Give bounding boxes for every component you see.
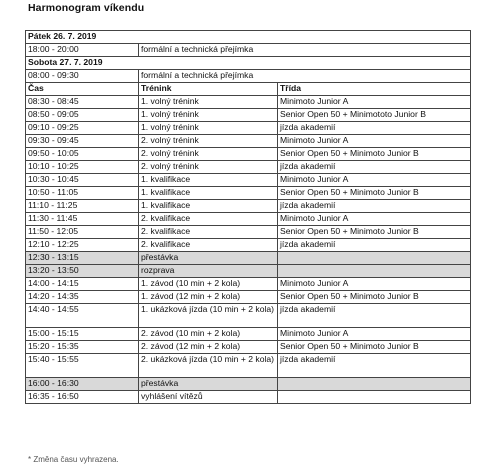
time-cell: 12:30 - 13:15 <box>26 252 139 265</box>
training-cell: 2. volný trénink <box>139 135 278 148</box>
time-cell: 13:20 - 13:50 <box>26 265 139 278</box>
class-cell: Minimoto Junior A <box>278 96 471 109</box>
schedule-row <box>26 122 471 135</box>
training-cell: 1. závod (10 min + 2 kola) <box>139 278 278 291</box>
training-cell: rozprava <box>139 265 278 278</box>
time-cell: 09:10 - 09:25 <box>26 122 139 135</box>
time-cell: 18:00 - 20:00 <box>26 44 139 57</box>
time-cell: 15:40 - 15:55 <box>26 354 139 378</box>
time-cell: 14:20 - 14:35 <box>26 291 139 304</box>
time-cell: 16:35 - 16:50 <box>26 391 139 404</box>
footnote: * Změna času vyhrazena. <box>28 455 119 464</box>
schedule-row <box>26 213 471 226</box>
training-cell: 1. ukázková jízda (10 min + 2 kola) <box>139 304 278 328</box>
class-cell: Senior Open 50 + Minimoto Junior B <box>278 341 471 354</box>
class-cell <box>278 391 471 404</box>
class-cell: Senior Open 50 + Minimoto Junior B <box>278 226 471 239</box>
time-cell: 09:30 - 09:45 <box>26 135 139 148</box>
training-cell: vyhlášení vítězů <box>139 391 278 404</box>
training-cell: 2. závod (10 min + 2 kola) <box>139 328 278 341</box>
class-cell: Minimoto Junior A <box>278 174 471 187</box>
schedule-row <box>26 278 471 291</box>
day-header-row <box>26 31 471 44</box>
schedule-row <box>26 135 471 148</box>
training-cell: přestávka <box>139 252 278 265</box>
schedule-row <box>26 341 471 354</box>
time-cell: 10:50 - 11:05 <box>26 187 139 200</box>
time-cell: 11:50 - 12:05 <box>26 226 139 239</box>
schedule-row <box>26 109 471 122</box>
training-cell: 2. kvalifikace <box>139 239 278 252</box>
schedule-row <box>26 291 471 304</box>
schedule-row <box>26 174 471 187</box>
day-label: Sobota 27. 7. 2019 <box>26 57 471 70</box>
training-cell: 2. kvalifikace <box>139 226 278 239</box>
class-cell: jízda akademií <box>278 239 471 252</box>
class-cell: Minimoto Junior A <box>278 135 471 148</box>
time-cell: 09:50 - 10:05 <box>26 148 139 161</box>
column-header-row <box>26 83 471 96</box>
activity-cell: formální a technická přejímka <box>139 44 471 57</box>
class-cell: Minimoto Junior A <box>278 328 471 341</box>
time-cell: 08:30 - 08:45 <box>26 96 139 109</box>
training-column-header: Trénink <box>139 83 278 96</box>
training-cell: 2. závod (12 min + 2 kola) <box>139 341 278 354</box>
class-cell <box>278 265 471 278</box>
time-cell: 11:10 - 11:25 <box>26 200 139 213</box>
time-cell: 10:30 - 10:45 <box>26 174 139 187</box>
time-cell: 14:40 - 14:55 <box>26 304 139 328</box>
schedule-row <box>26 304 471 328</box>
training-cell: 1. kvalifikace <box>139 187 278 200</box>
time-cell: 14:00 - 14:15 <box>26 278 139 291</box>
time-cell: 15:20 - 15:35 <box>26 341 139 354</box>
training-cell: 2. ukázková jízda (10 min + 2 kola) <box>139 354 278 378</box>
schedule-row <box>26 148 471 161</box>
class-cell: jízda akademií <box>278 161 471 174</box>
class-cell: Senior Open 50 + Minimoto Junior B <box>278 187 471 200</box>
time-cell: 10:10 - 10:25 <box>26 161 139 174</box>
time-cell: 08:50 - 09:05 <box>26 109 139 122</box>
training-cell: 1. volný trénink <box>139 122 278 135</box>
class-cell: Minimoto Junior A <box>278 278 471 291</box>
class-cell: Minimoto Junior A <box>278 213 471 226</box>
schedule-row <box>26 239 471 252</box>
document-title: Harmonogram víkendu <box>28 2 145 14</box>
training-cell: 1. závod (12 min + 2 kola) <box>139 291 278 304</box>
training-cell: přestávka <box>139 378 278 391</box>
schedule-row <box>26 161 471 174</box>
class-cell <box>278 252 471 265</box>
training-cell: 1. volný trénink <box>139 96 278 109</box>
schedule-row <box>26 378 471 391</box>
training-cell: 1. kvalifikace <box>139 200 278 213</box>
training-cell: 2. volný trénink <box>139 161 278 174</box>
time-cell: 16:00 - 16:30 <box>26 378 139 391</box>
class-cell: Senior Open 50 + Minimoto Junior B <box>278 148 471 161</box>
training-cell: 1. volný trénink <box>139 109 278 122</box>
schedule-row <box>26 252 471 265</box>
schedule-row <box>26 354 471 378</box>
schedule-row <box>26 226 471 239</box>
time-cell: 12:10 - 12:25 <box>26 239 139 252</box>
class-cell: jízda akademií <box>278 304 471 328</box>
schedule-row <box>26 391 471 404</box>
schedule-table <box>25 30 471 404</box>
schedule-row <box>26 328 471 341</box>
class-cell: jízda akademií <box>278 122 471 135</box>
time-cell: 08:00 - 09:30 <box>26 70 139 83</box>
activity-cell: formální a technická přejímka <box>139 70 471 83</box>
class-column-header: Třída <box>278 83 471 96</box>
schedule-row <box>26 200 471 213</box>
schedule-row <box>26 187 471 200</box>
time-cell: 11:30 - 11:45 <box>26 213 139 226</box>
schedule-row <box>26 70 471 83</box>
schedule-row <box>26 96 471 109</box>
day-header-row <box>26 57 471 70</box>
day-label: Pátek 26. 7. 2019 <box>26 31 471 44</box>
class-cell: Senior Open 50 + Minimoto Junior B <box>278 291 471 304</box>
time-column-header: Čas <box>26 83 139 96</box>
training-cell: 1. kvalifikace <box>139 174 278 187</box>
schedule-row <box>26 265 471 278</box>
training-cell: 2. kvalifikace <box>139 213 278 226</box>
class-cell: Senior Open 50 + Minimototo Junior B <box>278 109 471 122</box>
time-cell: 15:00 - 15:15 <box>26 328 139 341</box>
schedule-row <box>26 44 471 57</box>
class-cell: jízda akademií <box>278 200 471 213</box>
class-cell <box>278 378 471 391</box>
class-cell: jízda akademií <box>278 354 471 378</box>
training-cell: 2. volný trénink <box>139 148 278 161</box>
